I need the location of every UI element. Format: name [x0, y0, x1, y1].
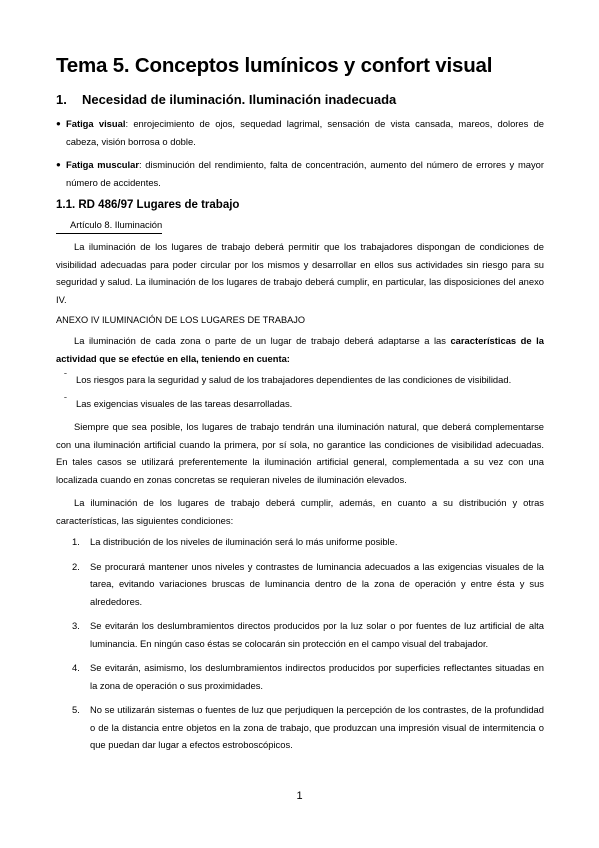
- bullet-text: : enrojecimiento de ojos, sequedad lagrimal, sensación de vista cansada, mareos, dolores de cabeza, visión borrosa o doble.: [66, 118, 544, 147]
- list-item-text: Se evitarán los deslumbramientos directos producidos por la luz solar o por fuentes de luz artificial de alta luminancia. En ningún caso éstas se colocarán sin protección en el campo visual del trabajador.: [90, 620, 544, 649]
- item-number: 2.: [72, 560, 80, 572]
- dash-icon: ˉ: [64, 394, 67, 405]
- annex-heading: ANEXO IV ILUMINACIÓN DE LOS LUGARES DE TRABAJO: [56, 315, 305, 325]
- consideration-list: [56, 371, 544, 412]
- bullet-icon: ●: [56, 119, 61, 128]
- list-item: [56, 659, 544, 694]
- bullet-text: : disminución del rendimiento, falta de concentración, aumento del número de errores y mayor número de accidentes.: [66, 159, 544, 188]
- list-item-text: Se evitarán, asimismo, los deslumbramientos indirectos producidos por superficies reflectantes situadas en la zona de operación o sus proximidades.: [90, 662, 544, 691]
- list-item: [56, 617, 544, 652]
- list-item-text: No se utilizarán sistemas o fuentes de luz que perjudiquen la percepción de los contrastes, de la profundidad o de la distancia entre objetos en la zona de trabajo, que produzcan una impresión visual de intermitencia o que puedan dar lugar a efectos estroboscópicos.: [90, 704, 544, 750]
- paragraph-4: La iluminación de los lugares de trabajo deberá cumplir, además, en cuanto a su distribución y otras características, las siguientes condiciones:: [56, 497, 544, 526]
- paragraph-3: Siempre que sea posible, los lugares de trabajo tendrán una iluminación natural, que deberá complementarse con una iluminación artificial cuando la primera, por sí sola, no garantice las condiciones de visibilidad adecuadas. En tales casos se utilizará preferentemente la iluminación artificial general, complementada a su vez con una localizada cuando en zonas concretas se requieran niveles de iluminación elevados.: [56, 421, 544, 485]
- list-item: [56, 395, 544, 413]
- paragraph-1: La iluminación de los lugares de trabajo deberá permitir que los trabajadores dispongan de condiciones de visibilidad adecuadas para poder circular por los mismos y desarrollar en ellos sus actividades sin riesgo para su seguridad y salud. La iluminación de los lugares de trabajo deberá cumplir, en particular, las disposiciones del anexo IV.: [56, 241, 544, 305]
- bullet-term: Fatiga visual: [66, 118, 126, 129]
- list-item-text: La distribución de los niveles de iluminación será lo más uniforme posible.: [90, 536, 398, 547]
- section-heading-1: [56, 91, 544, 109]
- page-content: [56, 54, 544, 761]
- item-number: 5.: [72, 704, 80, 715]
- paragraph-2-text: La iluminación de cada zona o parte de un lugar de trabajo deberá adaptarse a las: [74, 335, 451, 346]
- article-heading: [56, 217, 544, 234]
- article-label: Artículo 8. Iluminación: [56, 217, 162, 234]
- page-title: Tema 5. Conceptos lumínicos y confort visual: [56, 54, 493, 77]
- section-title: Necesidad de iluminación. Iluminación inadecuada: [82, 92, 397, 107]
- fatigue-list: [56, 115, 544, 191]
- section-number: 1.: [56, 92, 67, 107]
- page-number: 1: [296, 790, 303, 802]
- dash-icon: ˉ: [64, 371, 67, 381]
- bullet-icon: ●: [56, 160, 61, 169]
- item-number: 1.: [72, 536, 80, 547]
- list-item: [56, 115, 544, 150]
- list-item: [56, 533, 544, 551]
- paragraph-2-bold: características de la actividad que se efectúe en ella, teniendo en cuenta:: [56, 335, 544, 364]
- list-item-text: Las exigencias visuales de las tareas desarrolladas.: [76, 397, 293, 409]
- list-item-text: Los riesgos para la seguridad y salud de los trabajadores dependientes de las condiciones de visibilidad.: [76, 374, 512, 385]
- item-number: 4.: [72, 662, 80, 673]
- list-item: [56, 371, 544, 389]
- list-item: [56, 558, 544, 611]
- item-number: 3.: [72, 620, 80, 631]
- list-item: [56, 156, 544, 191]
- paragraph-2: [56, 332, 544, 367]
- list-item: [56, 701, 544, 754]
- bullet-term: Fatiga muscular: [66, 159, 139, 170]
- conditions-list: [56, 533, 544, 754]
- section-heading-1-1: 1.1. RD 486/97 Lugares de trabajo: [56, 199, 240, 211]
- list-item-text: Se procurará mantener unos niveles y contrastes de luminancia adecuados a las exigencias visuales de la tarea, evitando variaciones bruscas de luminancia dentro de la zona de operación y entre ésta y sus alrededores.: [90, 560, 544, 607]
